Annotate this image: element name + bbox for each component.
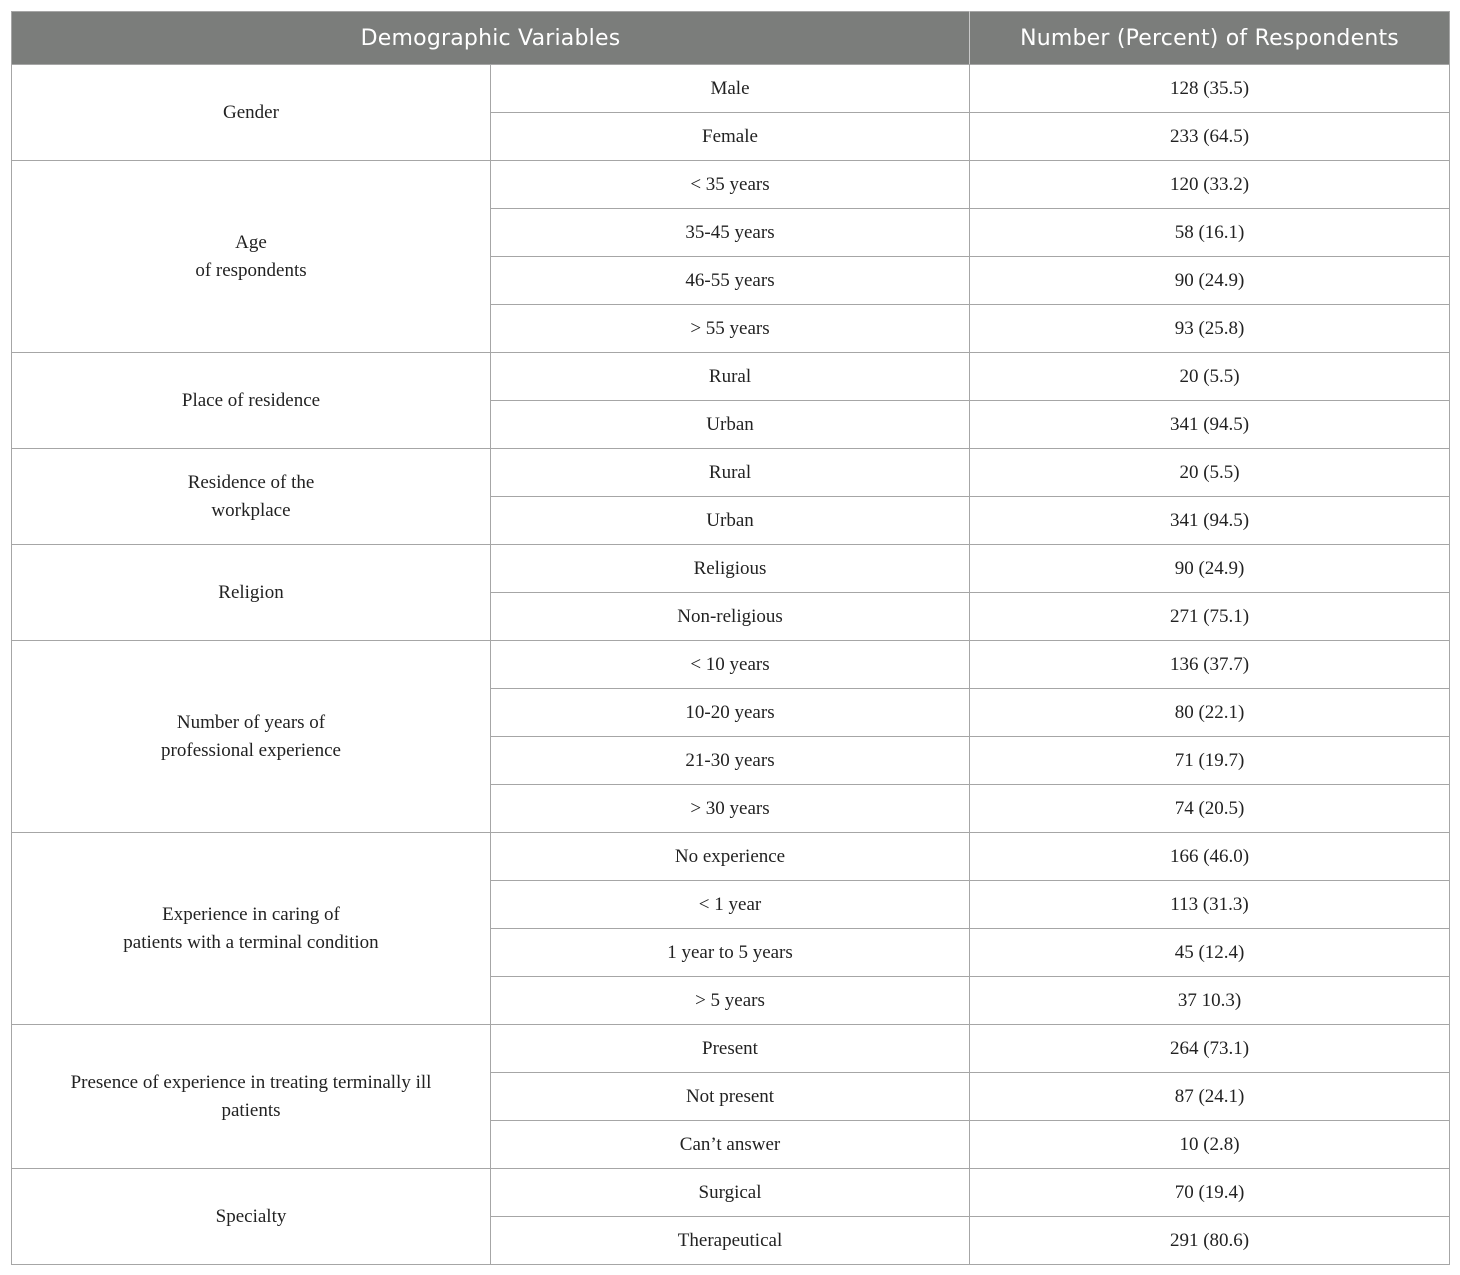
respondents-value-cell: 341 (94.5) [970, 401, 1450, 449]
category-cell: Female [491, 113, 970, 161]
table-body [12, 65, 1450, 1265]
variable-group-label-line: Experience in caring of [162, 903, 340, 925]
demographics-table-container [11, 11, 1449, 1265]
variable-group-label-line: Number of years of [176, 711, 326, 733]
category-cell: Urban [491, 497, 970, 545]
respondents-value-cell: 166 (46.0) [970, 833, 1450, 881]
variable-group-label-line: Age [235, 231, 267, 253]
table-header [12, 12, 1450, 65]
respondents-value-cell: 120 (33.2) [970, 161, 1450, 209]
variable-group-label-line: Religion [218, 581, 284, 603]
category-cell: < 35 years [491, 161, 970, 209]
respondents-value-cell: 90 (24.9) [970, 257, 1450, 305]
respondents-value-cell: 136 (37.7) [970, 641, 1450, 689]
respondents-value-cell: 87 (24.1) [970, 1073, 1450, 1121]
respondents-value-cell: 233 (64.5) [970, 113, 1450, 161]
category-cell: 1 year to 5 years [491, 929, 970, 977]
variable-group-label-line: Presence of experience in treating terminally ill [70, 1071, 432, 1093]
header-number-percent: Number (Percent) of Respondents [970, 12, 1450, 65]
table-row [12, 641, 1450, 689]
respondents-value-cell: 20 (5.5) [970, 449, 1450, 497]
respondents-value-cell: 37 10.3) [970, 977, 1450, 1025]
respondents-value-cell: 70 (19.4) [970, 1169, 1450, 1217]
variable-group-label-line: Gender [223, 101, 279, 123]
variable-group-label [12, 161, 491, 353]
respondents-value-cell: 20 (5.5) [970, 353, 1450, 401]
category-cell: > 55 years [491, 305, 970, 353]
category-cell: Rural [491, 449, 970, 497]
table-row [12, 1169, 1450, 1217]
variable-group-label [12, 545, 491, 641]
respondents-value-cell: 291 (80.6) [970, 1217, 1450, 1265]
respondents-value-cell: 341 (94.5) [970, 497, 1450, 545]
respondents-value-cell: 80 (22.1) [970, 689, 1450, 737]
variable-group-label-line: patients [221, 1099, 281, 1121]
table-row [12, 161, 1450, 209]
respondents-value-cell: 90 (24.9) [970, 545, 1450, 593]
category-cell: > 5 years [491, 977, 970, 1025]
category-cell: > 30 years [491, 785, 970, 833]
respondents-value-cell: 264 (73.1) [970, 1025, 1450, 1073]
variable-group-label-line: Place of residence [181, 389, 321, 411]
category-cell: No experience [491, 833, 970, 881]
category-cell: Non-religious [491, 593, 970, 641]
category-cell: < 1 year [491, 881, 970, 929]
table-row [12, 833, 1450, 881]
respondents-value-cell: 58 (16.1) [970, 209, 1450, 257]
category-cell: 35-45 years [491, 209, 970, 257]
category-cell: Not present [491, 1073, 970, 1121]
respondents-value-cell: 271 (75.1) [970, 593, 1450, 641]
variable-group-label [12, 449, 491, 545]
table-row [12, 1025, 1450, 1073]
variable-group-label-line: Residence of the [187, 471, 315, 493]
category-cell: 46-55 years [491, 257, 970, 305]
category-cell: Can’t answer [491, 1121, 970, 1169]
demographics-table [11, 11, 1450, 1265]
category-cell: Surgical [491, 1169, 970, 1217]
variable-group-label [12, 641, 491, 833]
category-cell: < 10 years [491, 641, 970, 689]
variable-group-label [12, 353, 491, 449]
variable-group-label [12, 833, 491, 1025]
variable-group-label [12, 1025, 491, 1169]
variable-group-label [12, 1169, 491, 1265]
variable-group-label-line: professional experience [161, 739, 341, 761]
table-row [12, 65, 1450, 113]
variable-group-label-line: Specialty [215, 1205, 287, 1227]
category-cell: 10-20 years [491, 689, 970, 737]
respondents-value-cell: 128 (35.5) [970, 65, 1450, 113]
variable-group-label-line: workplace [211, 499, 291, 521]
category-cell: Male [491, 65, 970, 113]
respondents-value-cell: 74 (20.5) [970, 785, 1450, 833]
category-cell: Rural [491, 353, 970, 401]
header-row [12, 12, 1450, 65]
category-cell: Urban [491, 401, 970, 449]
table-row [12, 545, 1450, 593]
variable-group-label [12, 65, 491, 161]
respondents-value-cell: 10 (2.8) [970, 1121, 1450, 1169]
variable-group-label-line: of respondents [195, 259, 307, 281]
table-row [12, 353, 1450, 401]
variable-group-label-line: patients with a terminal condition [123, 931, 379, 953]
respondents-value-cell: 93 (25.8) [970, 305, 1450, 353]
category-cell: 21-30 years [491, 737, 970, 785]
respondents-value-cell: 113 (31.3) [970, 881, 1450, 929]
category-cell: Present [491, 1025, 970, 1073]
category-cell: Therapeutical [491, 1217, 970, 1265]
category-cell: Religious [491, 545, 970, 593]
header-demographic-variables: Demographic Variables [12, 12, 970, 65]
table-row [12, 449, 1450, 497]
respondents-value-cell: 45 (12.4) [970, 929, 1450, 977]
respondents-value-cell: 71 (19.7) [970, 737, 1450, 785]
